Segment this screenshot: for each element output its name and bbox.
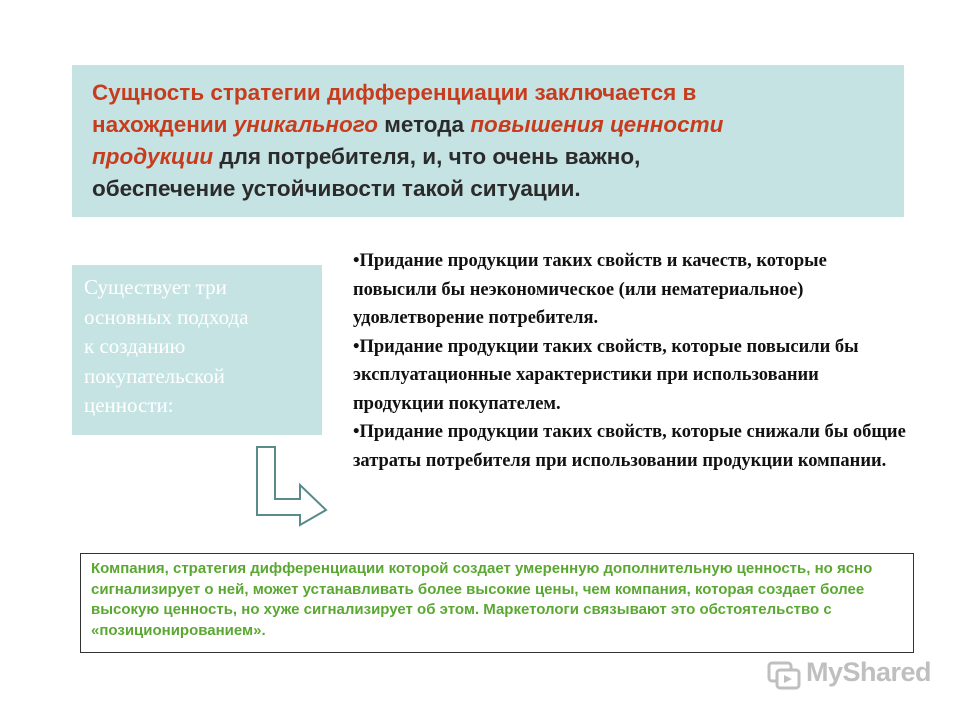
definition-line-3-b: для потребителя, и, что очень важно, xyxy=(213,144,641,169)
definition-line-2-b: уникального xyxy=(233,112,378,137)
list-item: •Придание продукции таких свойств, которые снижали бы общие затраты потребителя при использовании продукции компании. xyxy=(353,422,906,471)
definition-box xyxy=(72,65,904,217)
definition-line-4: обеспечение устойчивости такой ситуации. xyxy=(92,176,581,201)
approaches-line: ценности: xyxy=(84,393,174,417)
definition-line-2-c: метода xyxy=(377,112,471,137)
myshared-wordmark: MyShared xyxy=(806,657,932,687)
list-item: •Придание продукции таких свойств, которые повысили бы эксплуатационные характеристики при использовании продукции покупателем. xyxy=(353,336,859,414)
bent-arrow-icon xyxy=(254,445,330,527)
definition-line-2 xyxy=(92,109,892,141)
definition-line-3 xyxy=(92,141,892,173)
positioning-note-text: Компания, стратегия дифференциации которой создает умеренную дополнительную ценность, но ясно сигнализирует о ней, может устанавливать более высокие цены, чем компания, которая создает более высокую ценность, но хуже сигнализирует об этом. Маркетологи связывают это обстоятельство с «позиционированием». xyxy=(91,560,873,639)
approaches-line: к созданию xyxy=(84,334,186,358)
definition-line-3-a: продукции xyxy=(92,144,214,169)
approaches-box xyxy=(72,265,322,435)
approaches-line: Существует три xyxy=(84,275,227,299)
list-item: •Придание продукции таких свойств и качеств, которые повысили бы неэкономическое (или нематериальное) удовлетворение потребителя. xyxy=(353,251,827,328)
approaches-line: покупательской xyxy=(84,363,225,388)
approaches-list xyxy=(353,247,913,475)
definition-line-2-a: нахождении xyxy=(92,112,234,137)
myshared-logo-icon xyxy=(766,657,802,693)
myshared-watermark xyxy=(766,655,936,695)
definition-line-1: Сущность стратегии дифференциации заключается в xyxy=(92,80,697,105)
approaches-line: основных подхода xyxy=(84,304,249,329)
definition-text xyxy=(92,77,892,205)
definition-line-2-d: повышения ценности xyxy=(470,112,724,137)
approaches-text xyxy=(84,273,314,421)
positioning-note-box xyxy=(80,553,914,653)
